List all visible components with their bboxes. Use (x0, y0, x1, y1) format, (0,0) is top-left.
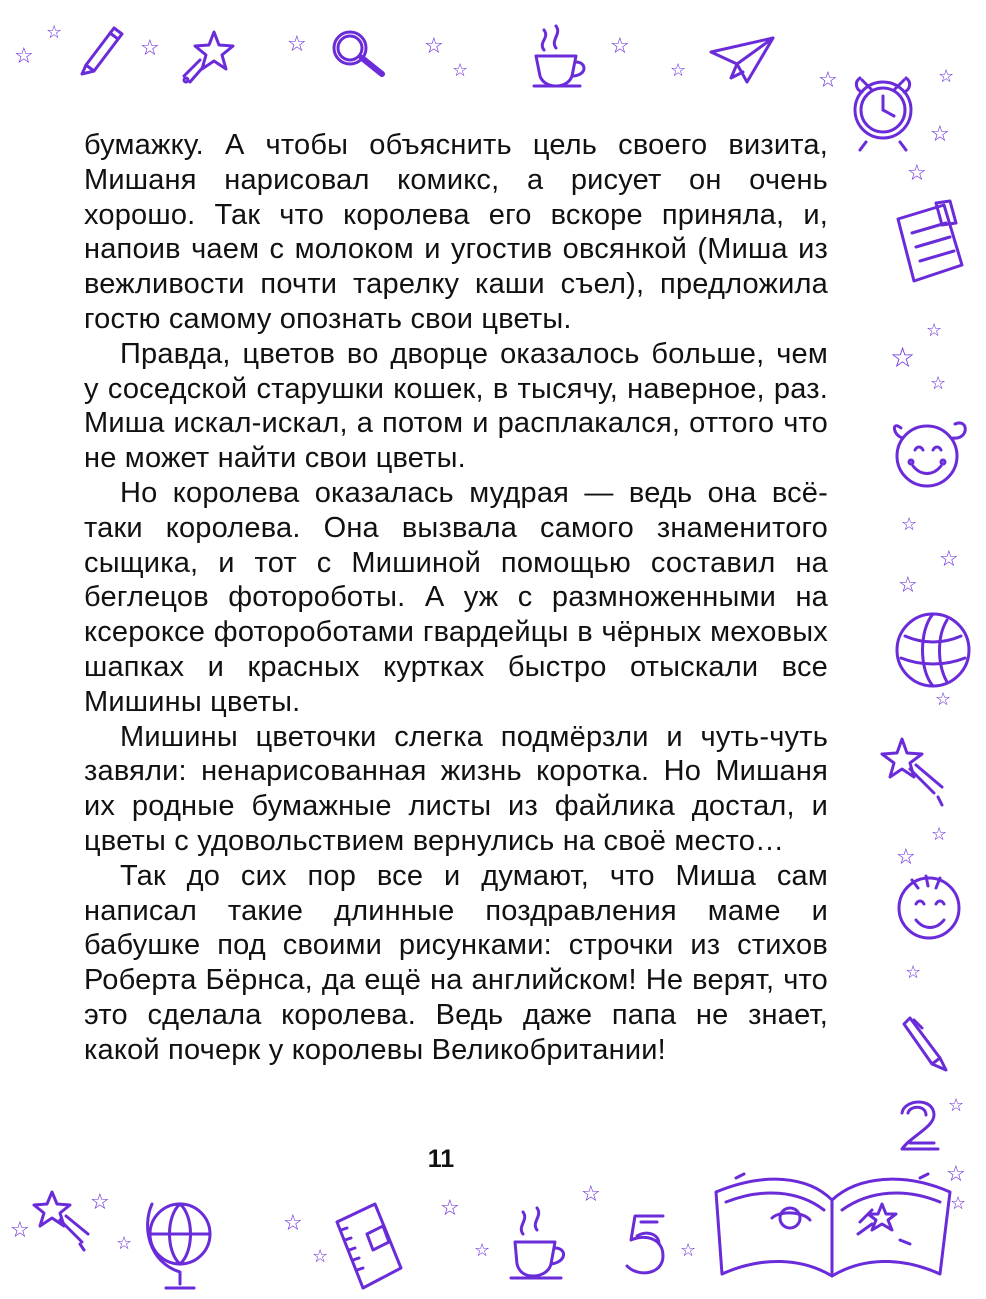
girl-face-icon (883, 410, 975, 496)
alarm-clock-icon (846, 64, 920, 152)
star-icon: ☆ (10, 1218, 30, 1243)
paragraph-3: Но королева оказалась мудрая — ведь она всё-таки королева. Она вызвала самого знаменитого сыщика, и тот с Мишиной помощью составил на беглецов фотороботы. А уж с размноженными на ксероксе фотороботами гвардейцы в чёрных меховых шапках и красных куртках быстро отыскали все Мишины цветы. (84, 476, 828, 718)
star-icon: ☆ (474, 1240, 491, 1261)
paragraph-2: Правда, цветов во дворце оказалось больше, чем у соседской старушки кошек, в тысячу, наверное, раз. Миша искал-искал, а потом и расплакался, оттого что не может найти свои цветы. (84, 337, 828, 475)
star-icon: ☆ (116, 1233, 133, 1254)
comet-star-icon (176, 28, 242, 88)
star-icon: ☆ (948, 1095, 965, 1116)
star-icon: ☆ (907, 161, 927, 186)
star-icon: ☆ (938, 66, 955, 87)
smiley-face-icon (884, 866, 974, 948)
star-icon: ☆ (931, 824, 948, 845)
star-icon: ☆ (452, 60, 469, 81)
star-icon: ☆ (312, 1246, 329, 1267)
paragraph-1: бумажку. А чтобы объяснить цель своего визита, Мишаня нарисовал комикс, а рисует он очень хорошо. Так что королева его вскоре приняла, и, напоив чаем с молоком и угостив овсянкой (Миша из вежливости почти тарелку каши съел), предложила гостю самому опознать свои цветы. (84, 129, 828, 335)
story-text (84, 128, 828, 1068)
globe-icon (136, 1192, 224, 1294)
star-icon: ☆ (440, 1196, 460, 1221)
cup-icon (505, 1202, 577, 1284)
star-icon: ☆ (930, 122, 950, 147)
star-icon: ☆ (935, 689, 952, 710)
star-icon: ☆ (930, 373, 947, 394)
note-icon (888, 195, 972, 287)
comet-star-icon (28, 1186, 96, 1256)
star-icon: ☆ (896, 845, 916, 870)
paragraph-5: Так до сих пор все и думают, что Миша сам написал такие длинные поздравления маме и бабушке под своими рисунками: строчки из стихов Роберта Бёрнса, да ещё на английском! Не верят, что это сделала королева. Ведь даже папа не знает, какой почерк у королевы Великобритании! (84, 859, 828, 1066)
star-icon: ☆ (946, 1162, 966, 1187)
star-icon: ☆ (670, 60, 687, 81)
comet-star-icon (872, 735, 954, 811)
star-icon: ☆ (905, 962, 922, 983)
star-icon: ☆ (680, 1240, 697, 1261)
star-icon: ☆ (140, 36, 160, 61)
paper-plane-icon (707, 30, 777, 88)
star-icon: ☆ (818, 68, 838, 93)
number-two-icon (892, 1093, 948, 1155)
star-icon: ☆ (950, 1193, 967, 1214)
open-book-icon (704, 1148, 967, 1290)
star-icon: ☆ (610, 34, 630, 59)
star-icon: ☆ (14, 44, 34, 69)
number-five-icon (617, 1206, 679, 1284)
star-icon: ☆ (90, 1190, 110, 1215)
star-icon: ☆ (581, 1182, 601, 1207)
star-icon: ☆ (901, 514, 918, 535)
star-icon: ☆ (898, 573, 918, 598)
star-icon: ☆ (926, 320, 943, 341)
cup-icon (528, 18, 596, 90)
notebook-icon (323, 1198, 413, 1298)
pen-icon (74, 18, 128, 78)
ball-icon (889, 606, 977, 694)
star-icon: ☆ (46, 22, 63, 43)
star-icon: ☆ (287, 32, 307, 57)
star-icon: ☆ (283, 1211, 303, 1236)
star-icon: ☆ (939, 547, 959, 572)
paragraph-4: Мишины цветочки слегка подмёрзли и чуть-чуть завяли: ненарисованная жизнь коротка. Но Мишаня их родные бумажные листы из файлика достал, и цветы с удовольствием вернулись на своё место… (84, 720, 828, 857)
magnifier-icon (328, 26, 390, 84)
pen-icon (898, 1010, 954, 1076)
star-icon: ☆ (890, 341, 916, 374)
star-icon: ☆ (424, 34, 444, 59)
page-number: 11 (427, 1145, 455, 1173)
